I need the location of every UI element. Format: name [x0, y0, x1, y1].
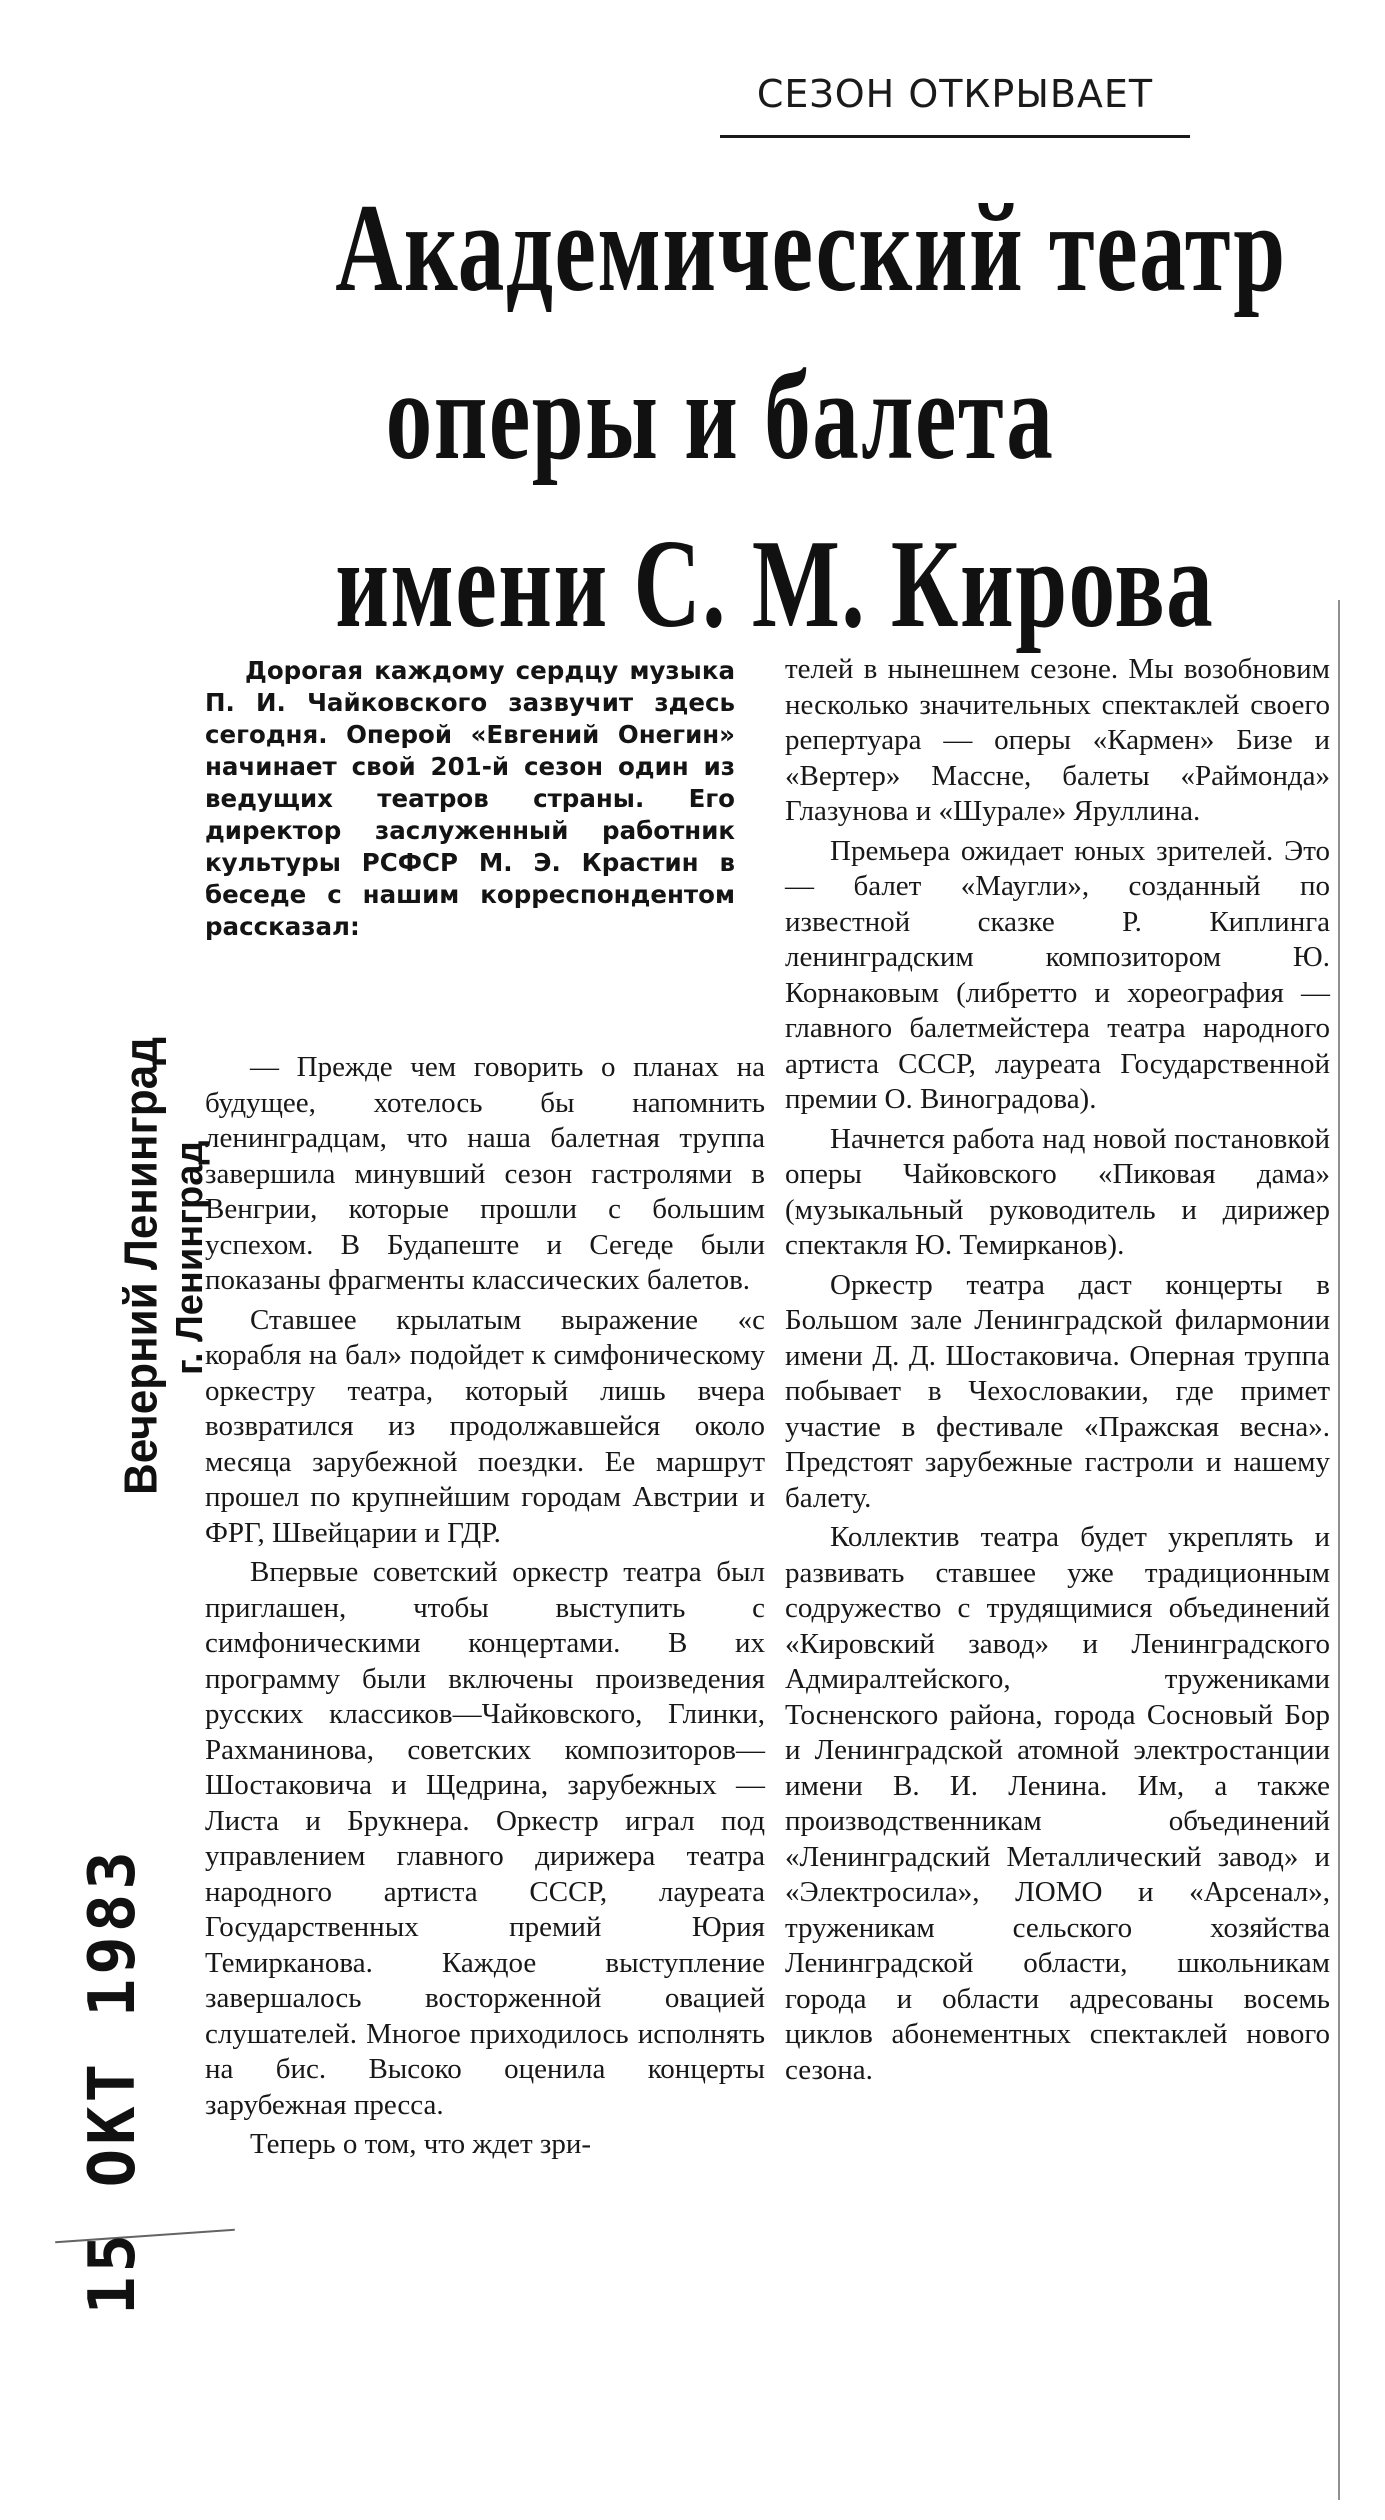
article-paragraph: Впервые советский оркестр театра был приглашен, чтобы выступить с симфоническими концертами. В их программу были включены произведения русских классиков—Чайковского, Глинки, Рахманинова, советских композиторов—Шостаковича и Щедрина, зарубежных — Листа и Брукнера. Оркестр играл под управлением главного дирижера театра народного артиста СССР, лауреата Государственных премий Юрия Темирканова. Каждое выступление завершалось восторженной овацией слушателей. Многое приходилось исполнять на бис. Высоко оценила концерты зарубежная пресса. [205, 1556, 765, 2121]
article-paragraph: Оркестр театра даст концерты в Большом зале Ленинградской филармонии имени Д. Д. Шостаковича. Оперная труппа побывает в Чехословакии, где примет участие в фестивале «Пражская весна». Предстоят зарубежные гастроли и нашему балету. [785, 1268, 1330, 1514]
source-stamp-city: г. Ленинград [169, 1140, 211, 1375]
source-stamp-newspaper: Вечерний Ленинград [115, 1036, 168, 1495]
column-divider [1338, 600, 1340, 2500]
date-stamp-text: 15 ОКТ 1983 [76, 1847, 150, 2315]
article-paragraph: Ставшее крылатым выражение «с корабля на бал» подойдет к симфоническому оркестру театра, который лишь вчера возвратился из продолжавшейся около месяца зарубежной поездки. Ее маршрут прошел по крупнейшим городам Австрии и ФРГ, Швейцарии и ГДР. [205, 1303, 765, 1549]
article-column-right [785, 652, 1330, 2092]
rubric-underline [720, 135, 1190, 138]
headline-line-2: оперы и балета [385, 347, 1055, 486]
headline [335, 165, 1287, 669]
headline-line-3: имени С. М. Кирова [335, 515, 1215, 654]
article-paragraph: Теперь о том, что ждет зри- [250, 2128, 592, 2160]
article-column-left [205, 1050, 765, 2167]
article-paragraph: Начнется работа над новой постановкой оперы Чайковского «Пиковая дама» (музыкальный руководитель и дирижер спектакля Ю. Темирканов). [785, 1122, 1330, 1261]
lead-paragraph: Дорогая каждому сердцу музыка П. И. Чайковского зазвучит здесь сегодня. Оперой «Евгений Онегин» начинает свой 201-й сезон один из ведущих театров страны. Его директор заслуженный работник культуры РСФСР М. Э. Крастин в беседе с нашим корреспондентом рассказал: [205, 656, 735, 941]
article-paragraph: Коллектив театра будет укреплять и развивать ставшее уже традиционным содружество с трудящимися объединений «Кировский завод» и Ленинградского Адмиралтейского, тружениками Тосненского района, города Сосновый Бор и Ленинградской атомной электростанции имени В. И. Ленина. Им, а также производственникам объединений «Ленинградский Металлический завод» и «Электросила», ЛОМО и «Арсенал», труженикам сельского хозяйства Ленинградской области, школьникам города и области адресованы восемь циклов абонементных спектаклей нового сезона. [785, 1521, 1330, 2086]
rubric: СЕЗОН ОТКРЫВАЕТ [756, 72, 1154, 116]
article-paragraph: телей в нынешнем сезоне. Мы возобновим несколько значительных спектаклей своего репертуара — оперы «Кармен» Бизе и «Вертер» Массне, балеты «Раймонда» Глазунова и «Шурале» Яруллина. [785, 653, 1330, 827]
article-paragraph: — Прежде чем говорить о планах на будущее, хотелось бы напомнить ленинградцам, что наша балетная труппа завершила минувший сезон гастролями в Венгрии, которые прошли с большим успехом. В Будапеште и Сегеде были показаны фрагменты классических балетов. [205, 1051, 765, 1296]
headline-line-1: Академический театр [335, 179, 1287, 318]
article-paragraph: Премьера ожидает юных зрителей. Это — балет «Маугли», созданный по известной сказке Р. Киплинга ленинградским композитором Ю. Корнаковым (либретто и хореография — главного балетмейстера театра народного артиста СССР, лауреата Государственной премии О. Виноградова). [785, 834, 1330, 1115]
